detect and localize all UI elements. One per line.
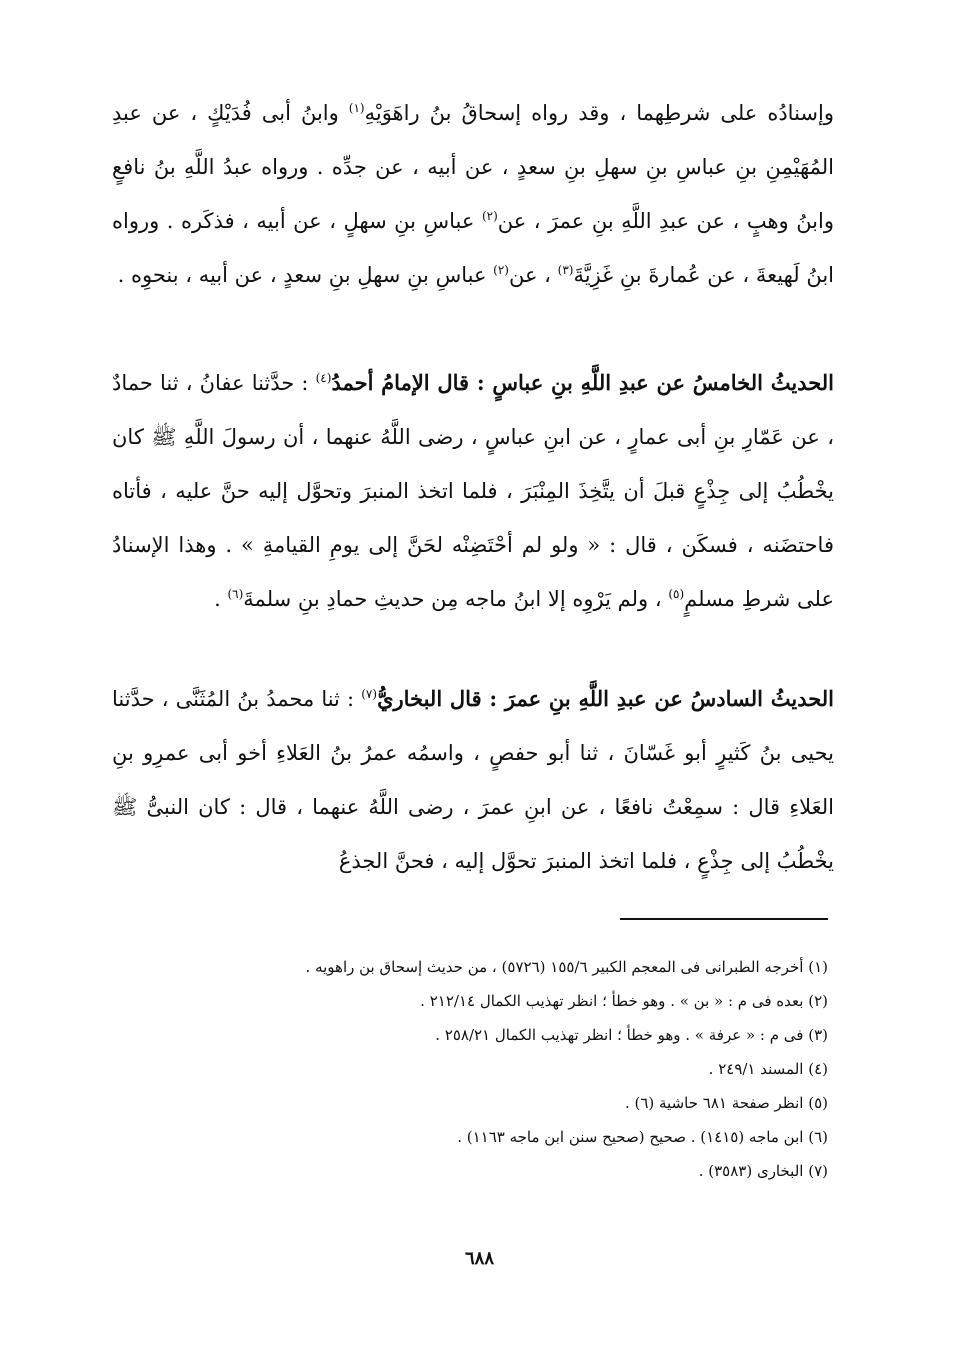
footnote-item: (٣) فى م : « عرفة » . وهو خطأ ؛ انظر تهذيب الكمال ٢٥٨/٢١ .: [435, 1026, 828, 1044]
paragraph-3-text-a: : ثنا محمدُ بنُ المُثَنَّى ، حدَّثنا يحيى بنُ كَثيرٍ أبو غَسّانَ ، ثنا أبو حفصٍ ، واسمُه عمرُ بنُ العَلاءِ أخو أبى عمرِو بنِ العَلاءِ قال : سمِعْتُ نافعًا ، عن ابنِ عمرَ ، رضى اللَّهُ عنهما ، قال : كان النبىُّ ﷺ يخْطُبُ إلى جِذْعٍ ، فلما اتخذ المنبرَ تحوَّل إليه ، فحنَّ الجذعُ: [112, 687, 834, 873]
paragraph-2-text-c: .: [214, 587, 228, 611]
footnote-ref-2b: (٢): [493, 263, 509, 277]
paragraph-1-text-a: وإسنادُه على شرطِهما ، وقد رواه إسحاقُ بنُ راهَوَيْهِ: [364, 101, 834, 125]
footnote-ref-1: (١): [348, 101, 365, 115]
footnote-item: (٥) انظر صفحة ٦٨١ حاشية (٦) .: [624, 1094, 828, 1112]
footnote-item: (٢) بعده فى م : « بن » . وهو خطأ ؛ انظر تهذيب الكمال ٢١٢/١٤ .: [420, 992, 828, 1010]
footnote-item: (١) أخرجه الطبرانى فى المعجم الكبير ١٥٥/٦ (٥٧٢٦) ، من حديث إسحاق بن راهويه .: [305, 958, 828, 976]
paragraph-1-text-d: ، عن: [508, 263, 558, 287]
footnotes-list: [150, 950, 828, 1188]
paragraph-2: [112, 356, 834, 626]
footnote-ref-5: (٥): [668, 587, 685, 601]
paragraph-1: [112, 86, 834, 302]
paragraph-2-text-a: : حدَّثنا عفانُ ، ثنا حمادٌ ، عن عَمّارِ بنِ أبى عمارٍ ، عن ابنِ عباسٍ ، رضى اللَّهُ عنهما ، أن رسولَ اللَّهِ ﷺ كان يخْطُبُ إلى جِذْعٍ قبلَ أن يتَّخِذَ المِنْبَرَ ، فلما اتخذ المنبرَ وتحوَّل إليه حنَّ عليه ، فأتاه فاحتضَنه ، فسكَن ، قال : « ولو لم أحْتَضِنْه لحَنَّ إلى يومِ القيامةِ » . وهذا الإسنادُ على شرطِ مسلمٍ: [112, 371, 834, 611]
paragraph-2-text-b: ، ولم يَرْوِه إلا ابنُ ماجه مِن حديثِ حمادِ بنِ سلمةَ: [243, 587, 669, 611]
footnote-ref-6: (٦): [227, 587, 244, 601]
page-number: ٦٨٨: [464, 1248, 494, 1269]
paragraph-1-text-b: وابنُ أبى فُدَيْكٍ ، عن عبدِ المُهَيْمِنِ بنِ عباسِ بنِ سهلِ بنِ سعدٍ ، عن أبيه ، عن جدِّه . ورواه عبدُ اللَّهِ بنُ نافعٍ وابنُ وهبٍ ، عن عبدِ اللَّهِ بنِ عمرَ ، عن: [112, 101, 835, 233]
hadith-6-heading: الحديثُ السادسُ عن عبدِ اللَّهِ بنِ عمرَ : قال البخاريُّ: [377, 686, 835, 711]
paragraph-3: [112, 672, 834, 888]
paragraph-1-text-c: عباسِ بنِ سهلٍ ، عن أبيه ، فذكَره . ورواه ابنُ لَهيعةَ ، عن عُمارةَ بنِ غَزِيَّةَ: [112, 209, 834, 287]
paragraph-1-text-e: عباسِ بنِ سهلِ بنِ سعدٍ ، عن أبيه ، بنحوِه .: [117, 263, 494, 287]
footnote-divider: [620, 918, 828, 920]
footnote-item: (٧) البخارى (٣٥٨٣) .: [698, 1162, 828, 1180]
footnote-ref-2: (٢): [481, 209, 498, 223]
footnote-item: (٦) ابن ماجه (١٤١٥) . صحيح (صحيح سنن ابن ماجه ١١٦٣) .: [457, 1128, 828, 1146]
footnote-item: (٤) المسند ٢٤٩/١ .: [708, 1060, 828, 1078]
hadith-5-heading: الحديثُ الخامسُ عن عبدِ اللَّهِ بنِ عباسٍ : قال الإمامُ أحمدُ: [331, 370, 834, 395]
footnote-ref-4: (٤): [315, 371, 332, 385]
footnote-ref-7: (٧): [361, 687, 378, 701]
footnote-ref-3: (٣): [557, 263, 574, 277]
